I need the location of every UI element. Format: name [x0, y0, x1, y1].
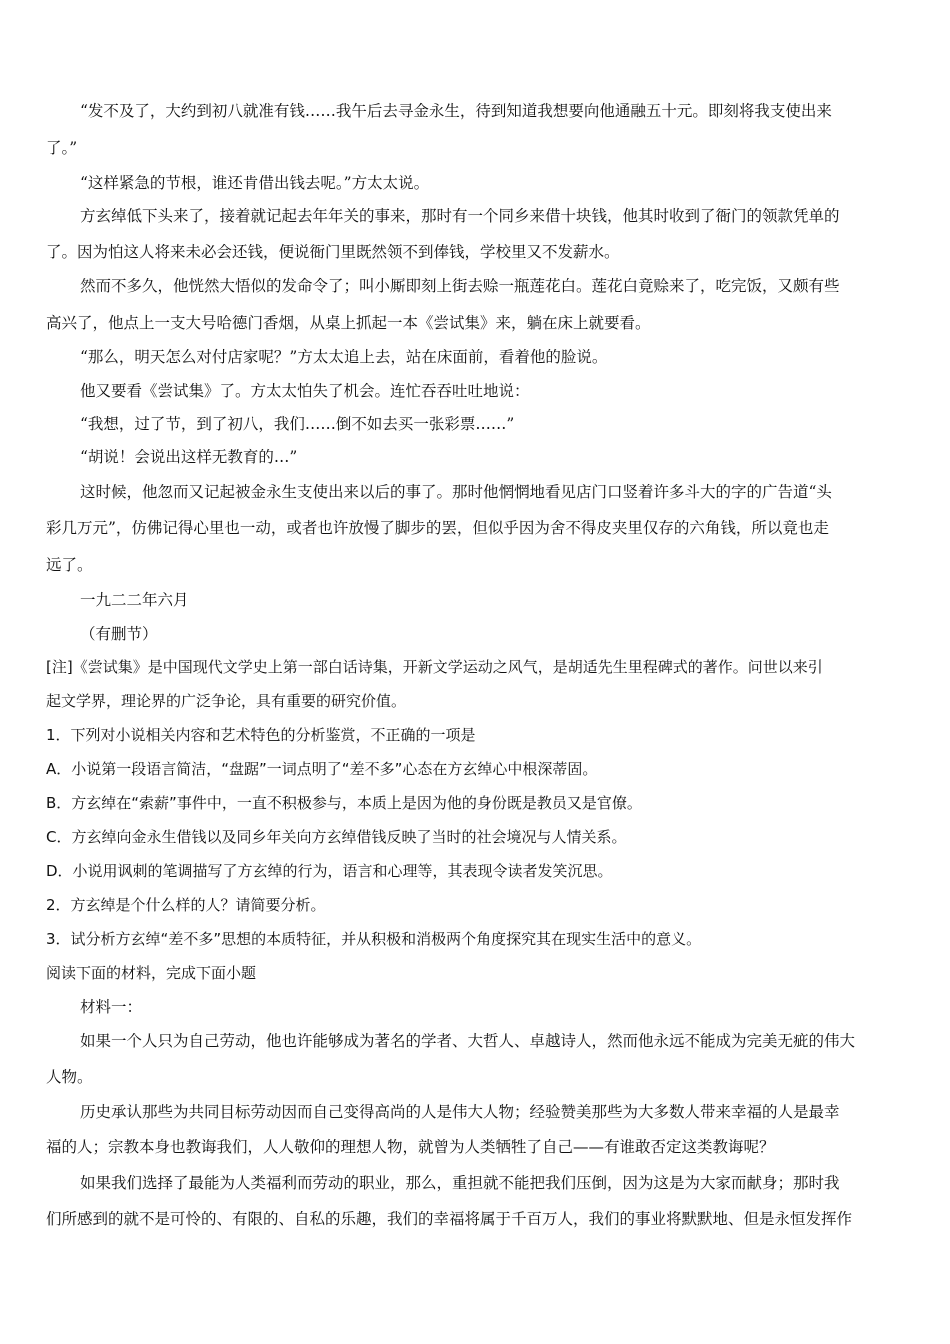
option-d: D．小说用讽刺的笔调描写了方玄绰的行为，语言和心理等，其表现令读者发笑沉思。: [46, 862, 613, 880]
footnote-line: [注]《尝试集》是中国现代文学史上第一部白话诗集，开新文学运动之风气，是胡适先生里程碑式的著作。问世以来引: [46, 658, 823, 676]
story-paragraph-line: 然而不多久，他恍然大悟似的发命令了；叫小厮即刻上街去赊一瓶莲花白。莲花白竟赊来了，吃完饭，又颇有些: [80, 277, 840, 295]
story-paragraph-line: “发不及了，大约到初八就准有钱……我午后去寻金永生，待到知道我想要向他通融五十元。即刻将我支使出来: [80, 102, 832, 120]
question-2: 2．方玄绰是个什么样的人？请简要分析。: [46, 896, 326, 914]
story-paragraph-line: 了。”: [46, 139, 78, 157]
story-date: 一九二二年六月: [80, 591, 189, 609]
material-heading: 材料一：: [80, 998, 143, 1016]
material-paragraph-line: 如果我们选择了最能为人类福利而劳动的职业，那么，重担就不能把我们压倒，因为这是为大家而献身；那时我: [80, 1174, 840, 1192]
reading-instruction: 阅读下面的材料，完成下面小题: [46, 964, 257, 982]
story-paragraph-line: “那么，明天怎么对付店家呢？”方太太追上去，站在床面前，看着他的脸说。: [80, 348, 608, 366]
story-paragraph-line: 他又要看《尝试集》了。方太太怕失了机会。连忙吞吞吐吐地说：: [80, 382, 530, 400]
abridged-note: （有删节）: [80, 625, 158, 643]
story-paragraph-line: “这样紧急的节根，谁还肯借出钱去呢。”方太太说。: [80, 174, 430, 192]
story-paragraph-line: 方玄绰低下头来了，接着就记起去年年关的事来，那时有一个同乡来借十块钱，他其时收到了衙门的领款凭单的: [80, 207, 840, 225]
story-paragraph-line: 了。因为怕这人将来未必会还钱，便说衙门里既然领不到俸钱，学校里又不发薪水。: [46, 243, 620, 261]
material-paragraph-line: 人物。: [46, 1068, 93, 1086]
material-paragraph-line: 历史承认那些为共同目标劳动因而自己变得高尚的人是伟大人物；经验赞美那些为大多数人带来幸福的人是最幸: [80, 1103, 840, 1121]
story-paragraph-line: 高兴了，他点上一支大号哈德门香烟，从桌上抓起一本《尝试集》来，躺在床上就要看。: [46, 314, 651, 332]
question-3: 3．试分析方玄绰“差不多”思想的本质特征，并从积极和消极两个角度探究其在现实生活中的意义。: [46, 930, 702, 948]
option-a: A．小说第一段语言简洁，“盘踞”一词点明了“差不多”心态在方玄绰心中根深蒂固。: [46, 760, 598, 778]
question-1: 1．下列对小说相关内容和艺术特色的分析鉴赏，不正确的一项是: [46, 726, 476, 744]
story-paragraph-line: 这时候，他忽而又记起被金永生支使出来以后的事了。那时他惘惘地看见店门口竖着许多斗大的字的广告道“头: [80, 483, 832, 501]
material-paragraph-line: 如果一个人只为自己劳动，他也许能够成为著名的学者、大哲人、卓越诗人，然而他永远不能成为完美无疵的伟大: [80, 1032, 856, 1050]
story-paragraph-line: 远了。: [46, 556, 93, 574]
material-paragraph-line: 福的人；宗教本身也教诲我们，人人敬仰的理想人物，就曾为人类牺牲了自己——有谁敢否定这类教诲呢？: [46, 1138, 775, 1156]
footnote-line: 起文学界，理论界的广泛争论，具有重要的研究价值。: [46, 692, 407, 710]
story-paragraph-line: “我想，过了节，到了初八，我们……倒不如去买一张彩票……”: [80, 415, 515, 433]
option-c: C．方玄绰向金永生借钱以及同乡年关向方玄绰借钱反映了当时的社会境况与人情关系。: [46, 828, 627, 846]
story-paragraph-line: 彩几万元”，仿佛记得心里也一动，或者也许放慢了脚步的罢，但似乎因为舍不得皮夹里仅存的六角钱，所以竟也走: [46, 519, 829, 537]
story-paragraph-line: “胡说！会说出这样无教育的…”: [80, 448, 298, 466]
material-paragraph-line: 们所感到的就不是可怜的、有限的、自私的乐趣，我们的幸福将属于千百万人，我们的事业将默默地、但是永恒发挥作: [46, 1210, 853, 1228]
option-b: B．方玄绰在“索薪”事件中，一直不积极参与，本质上是因为他的身份既是教员又是官僚。: [46, 794, 642, 812]
